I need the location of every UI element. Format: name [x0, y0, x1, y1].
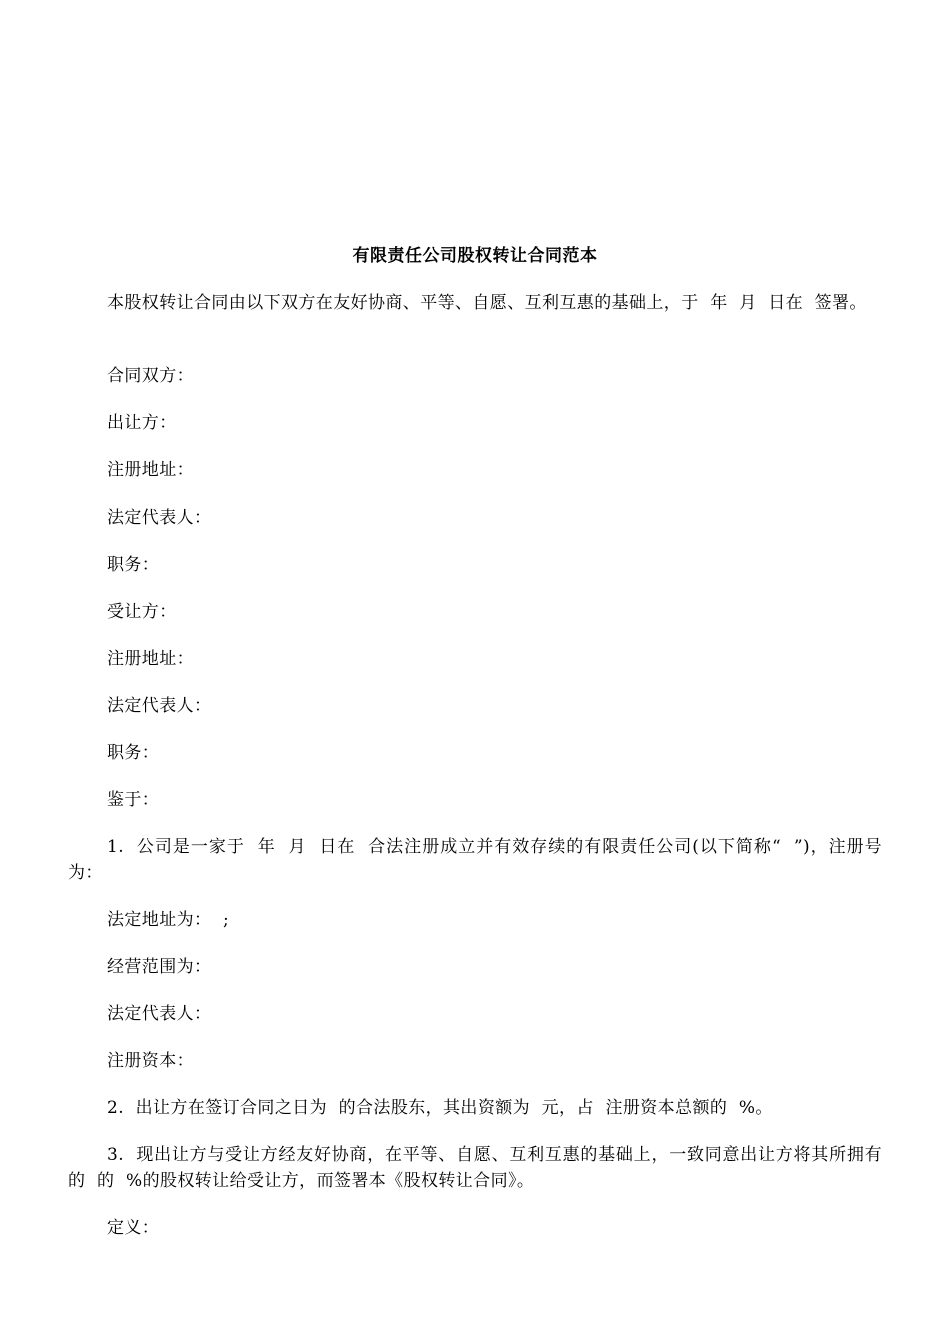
- intro-paragraph: 本股权转让合同由以下双方在友好协商、平等、自愿、互利互惠的基础上，于 年 月 日在 签署。: [107, 293, 867, 313]
- recital-2-paragraph: 2. 出让方在签订合同之日为 的合法股东，其出资额为 元，占 注册资本总额的 %。: [107, 1098, 773, 1118]
- contract-parties-label: 合同双方：: [107, 366, 194, 386]
- transferor-label: 出让方：: [107, 413, 177, 433]
- transferee-legal-rep-label: 法定代表人：: [107, 696, 212, 716]
- transferor-legal-rep-label: 法定代表人：: [107, 508, 212, 528]
- legal-address-label: 法定地址为： ;: [107, 910, 230, 930]
- document-title: 有限责任公司股权转让合同范本: [352, 246, 598, 266]
- definitions-label: 定义：: [107, 1218, 160, 1238]
- company-legal-rep-label: 法定代表人：: [107, 1004, 212, 1024]
- transferee-position-label: 职务：: [107, 743, 160, 763]
- transferor-position-label: 职务：: [107, 555, 160, 575]
- recital-3-paragraph: 3. 现出让方与受让方经友好协商，在平等、自愿、互利互惠的基础上，一致同意出让方将其所拥有的 的 %的股权转让给受让方，而签署本《股权转让合同》。: [68, 1145, 882, 1191]
- transferee-label: 受让方：: [107, 602, 177, 622]
- registered-capital-label: 注册资本：: [107, 1051, 194, 1071]
- whereas-label: 鉴于：: [107, 790, 160, 810]
- business-scope-label: 经营范围为：: [107, 957, 212, 977]
- recital-1-paragraph: 1. 公司是一家于 年 月 日在 合法注册成立并有效存续的有限责任公司(以下简称“ ”)，注册号为：: [68, 837, 882, 883]
- transferee-address-label: 注册地址：: [107, 649, 194, 669]
- transferor-address-label: 注册地址：: [107, 460, 194, 480]
